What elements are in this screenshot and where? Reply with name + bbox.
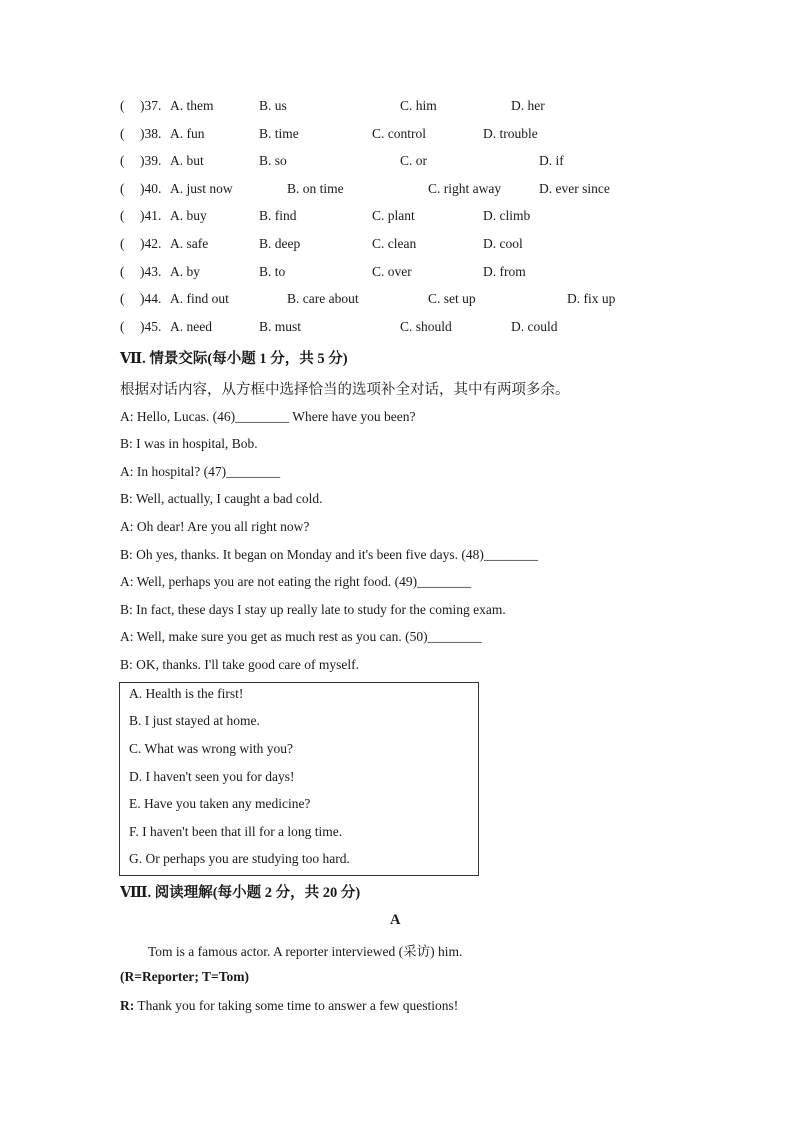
choice-option-c: C. should xyxy=(400,319,452,334)
dialogue-line: B: Oh yes, thanks. It began on Monday and it's been five days. (48)________ xyxy=(120,547,538,562)
question-number: )40. xyxy=(140,181,162,196)
dialogue-line: A: Hello, Lucas. (46)________ Where have you been? xyxy=(120,409,416,424)
choice-option-b: B. time xyxy=(259,126,299,141)
question-number: )38. xyxy=(140,126,162,141)
choice-option-a: A. find out xyxy=(170,291,229,306)
choice-option-c: C. or xyxy=(400,153,427,168)
answer-bracket: ( xyxy=(120,236,125,251)
answer-bracket: ( xyxy=(120,98,125,113)
choice-option-d: D. climb xyxy=(483,208,531,223)
options-box xyxy=(119,682,479,876)
dialogue-line: B: Well, actually, I caught a bad cold. xyxy=(120,491,323,506)
speaker-legend: (R=Reporter; T=Tom) xyxy=(120,969,249,984)
answer-bracket: ( xyxy=(120,208,125,223)
choice-option-d: D. could xyxy=(511,319,558,334)
answer-bracket: ( xyxy=(120,126,125,141)
choice-option-b: B. deep xyxy=(259,236,301,251)
question-number: )42. xyxy=(140,236,162,251)
choice-question-row xyxy=(120,208,680,226)
question-number: )43. xyxy=(140,264,162,279)
choice-option-a: A. buy xyxy=(170,208,207,223)
section-8-heading: Ⅷ. 阅读理解(每小题 2 分，共 20 分) xyxy=(120,885,361,901)
choice-option-a: A. need xyxy=(170,319,212,334)
answer-bracket: ( xyxy=(120,153,125,168)
option-item: E. Have you taken any medicine? xyxy=(129,796,311,811)
choice-option-c: C. plant xyxy=(372,208,415,223)
choice-option-b: B. find xyxy=(259,208,297,223)
choice-question-row xyxy=(120,319,680,337)
choice-option-b: B. must xyxy=(259,319,302,334)
dialogue-line: A: Oh dear! Are you all right now? xyxy=(120,519,310,534)
speaker-label: R: xyxy=(120,998,135,1013)
choice-question-row xyxy=(120,126,680,144)
option-item: A. Health is the first! xyxy=(129,686,244,701)
question-number: )45. xyxy=(140,319,162,334)
choice-option-c: C. him xyxy=(400,98,437,113)
choice-option-a: A. fun xyxy=(170,126,205,141)
question-number: )37. xyxy=(140,98,162,113)
option-item: D. I haven't seen you for days! xyxy=(129,769,295,784)
option-item: B. I just stayed at home. xyxy=(129,713,260,728)
section-7-instruction: 根据对话内容，从方框中选择恰当的选项补全对话，其中有两项多余。 xyxy=(120,382,570,398)
question-number: )41. xyxy=(140,208,162,223)
choice-question-row xyxy=(120,153,680,171)
choice-option-a: A. by xyxy=(170,264,200,279)
choice-question-row xyxy=(120,291,680,309)
answer-bracket: ( xyxy=(120,181,125,196)
choice-option-d: D. if xyxy=(539,153,564,168)
choice-question-row xyxy=(120,264,680,282)
dialogue-line: B: In fact, these days I stay up really late to study for the coming exam. xyxy=(120,602,506,617)
choice-option-c: C. set up xyxy=(428,291,476,306)
choice-option-d: D. ever since xyxy=(539,181,610,196)
option-item: F. I haven't been that ill for a long time. xyxy=(129,824,343,839)
question-number: )39. xyxy=(140,153,162,168)
choice-option-b: B. on time xyxy=(287,181,344,196)
choice-option-d: D. cool xyxy=(483,236,523,251)
choice-option-c: C. control xyxy=(372,126,426,141)
dialogue-line: B: I was in hospital, Bob. xyxy=(120,436,258,451)
option-item: G. Or perhaps you are studying too hard. xyxy=(129,851,350,866)
choice-question-row xyxy=(120,181,680,199)
section-7-heading: Ⅶ. 情景交际(每小题 1 分，共 5 分) xyxy=(120,351,348,367)
choice-option-d: D. from xyxy=(483,264,526,279)
interview-text: Thank you for taking some time to answer a few questions! xyxy=(134,998,459,1013)
answer-bracket: ( xyxy=(120,319,125,334)
dialogue-line: B: OK, thanks. I'll take good care of myself. xyxy=(120,657,359,672)
choice-option-a: A. but xyxy=(170,153,204,168)
choice-option-b: B. care about xyxy=(287,291,359,306)
dialogue-line: A: Well, make sure you get as much rest as you can. (50)________ xyxy=(120,629,482,644)
passage-label: A xyxy=(390,912,401,928)
choice-option-b: B. to xyxy=(259,264,286,279)
choice-option-c: C. over xyxy=(372,264,412,279)
choice-option-c: C. clean xyxy=(372,236,417,251)
choice-option-b: B. us xyxy=(259,98,287,113)
choice-question-row xyxy=(120,236,680,254)
interview-line xyxy=(120,998,458,1014)
question-number: )44. xyxy=(140,291,162,306)
option-item: C. What was wrong with you? xyxy=(129,741,293,756)
choice-option-d: D. trouble xyxy=(483,126,538,141)
choice-option-a: A. them xyxy=(170,98,214,113)
choice-question-row xyxy=(120,98,680,116)
dialogue-line: A: In hospital? (47)________ xyxy=(120,464,281,479)
answer-bracket: ( xyxy=(120,264,125,279)
choice-option-a: A. safe xyxy=(170,236,209,251)
choice-option-b: B. so xyxy=(259,153,287,168)
choice-option-a: A. just now xyxy=(170,181,233,196)
choice-option-d: D. fix up xyxy=(567,291,616,306)
passage-intro: Tom is a famous actor. A reporter interviewed (采访) him. xyxy=(148,944,463,959)
dialogue-line: A: Well, perhaps you are not eating the right food. (49)________ xyxy=(120,574,472,589)
choice-option-c: C. right away xyxy=(428,181,502,196)
answer-bracket: ( xyxy=(120,291,125,306)
choice-option-d: D. her xyxy=(511,98,545,113)
